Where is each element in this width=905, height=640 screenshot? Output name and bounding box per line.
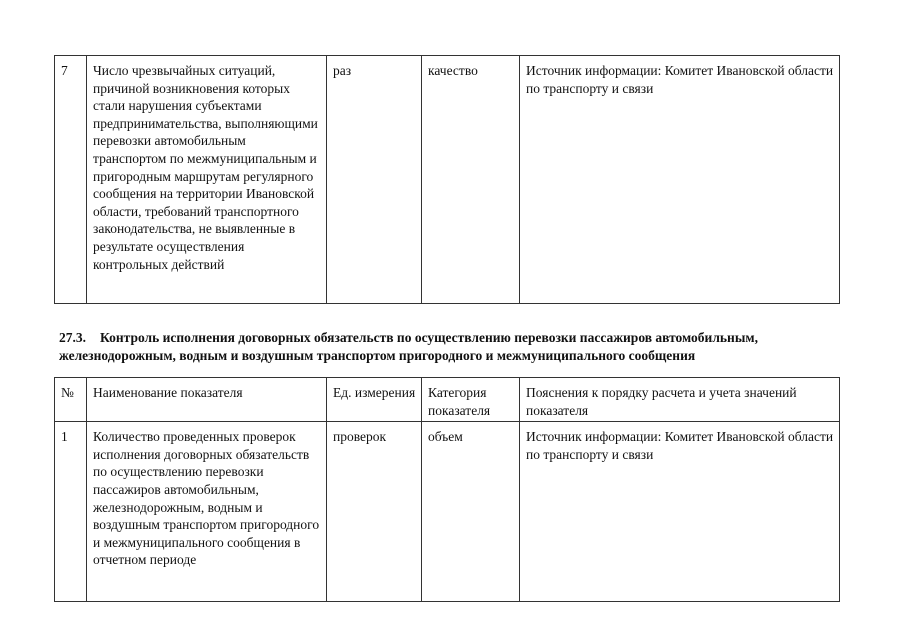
unit-of-measure: проверок	[327, 422, 422, 602]
indicator-name: Число чрезвычайных ситуаций, причиной возникновения которых стали нарушения субъектами предпринимательства, выполняющими перевозки автомобильным транспортом по межмуниципальным и пригородным маршрутам регулярного сообщения на территории Ивановской области, требований транспортного законодательства, не выявленные в результате осуществления контрольных действий	[87, 56, 327, 304]
header-category: Категория показателя	[422, 378, 520, 422]
unit-of-measure: раз	[327, 56, 422, 304]
header-unit: Ед. измерения	[327, 378, 422, 422]
calculation-explanation: Источник информации: Комитет Ивановской области по транспорту и связи	[520, 422, 840, 602]
header-name: Наименование показателя	[87, 378, 327, 422]
indicator-category: объем	[422, 422, 520, 602]
section-title: Контроль исполнения договорных обязательств по осуществлению перевозки пассажиров автомобильным, железнодорожным, водным и воздушным транспортом пригородного и межмуниципального сообщения	[59, 330, 758, 363]
indicator-table-top	[54, 55, 840, 304]
calculation-explanation: Источник информации: Комитет Ивановской области по транспорту и связи	[520, 56, 840, 304]
header-explanation: Пояснения к порядку расчета и учета значений показателя	[520, 378, 840, 422]
row-number: 1	[55, 422, 87, 602]
section-heading	[59, 329, 849, 365]
indicator-category: качество	[422, 56, 520, 304]
table-row	[55, 422, 840, 602]
row-number: 7	[55, 56, 87, 304]
table-row	[55, 56, 840, 304]
indicator-name: Количество проведенных проверок исполнения договорных обязательств по осуществлению перевозки пассажиров автомобильным, железнодорожным, водным и воздушным транспортом пригородного и межмуниципального сообщения в отчетном периоде	[87, 422, 327, 602]
section-number: 27.3.	[59, 330, 86, 345]
table-header-row	[55, 378, 840, 422]
indicator-table-bottom	[54, 377, 840, 602]
header-number: №	[55, 378, 87, 422]
